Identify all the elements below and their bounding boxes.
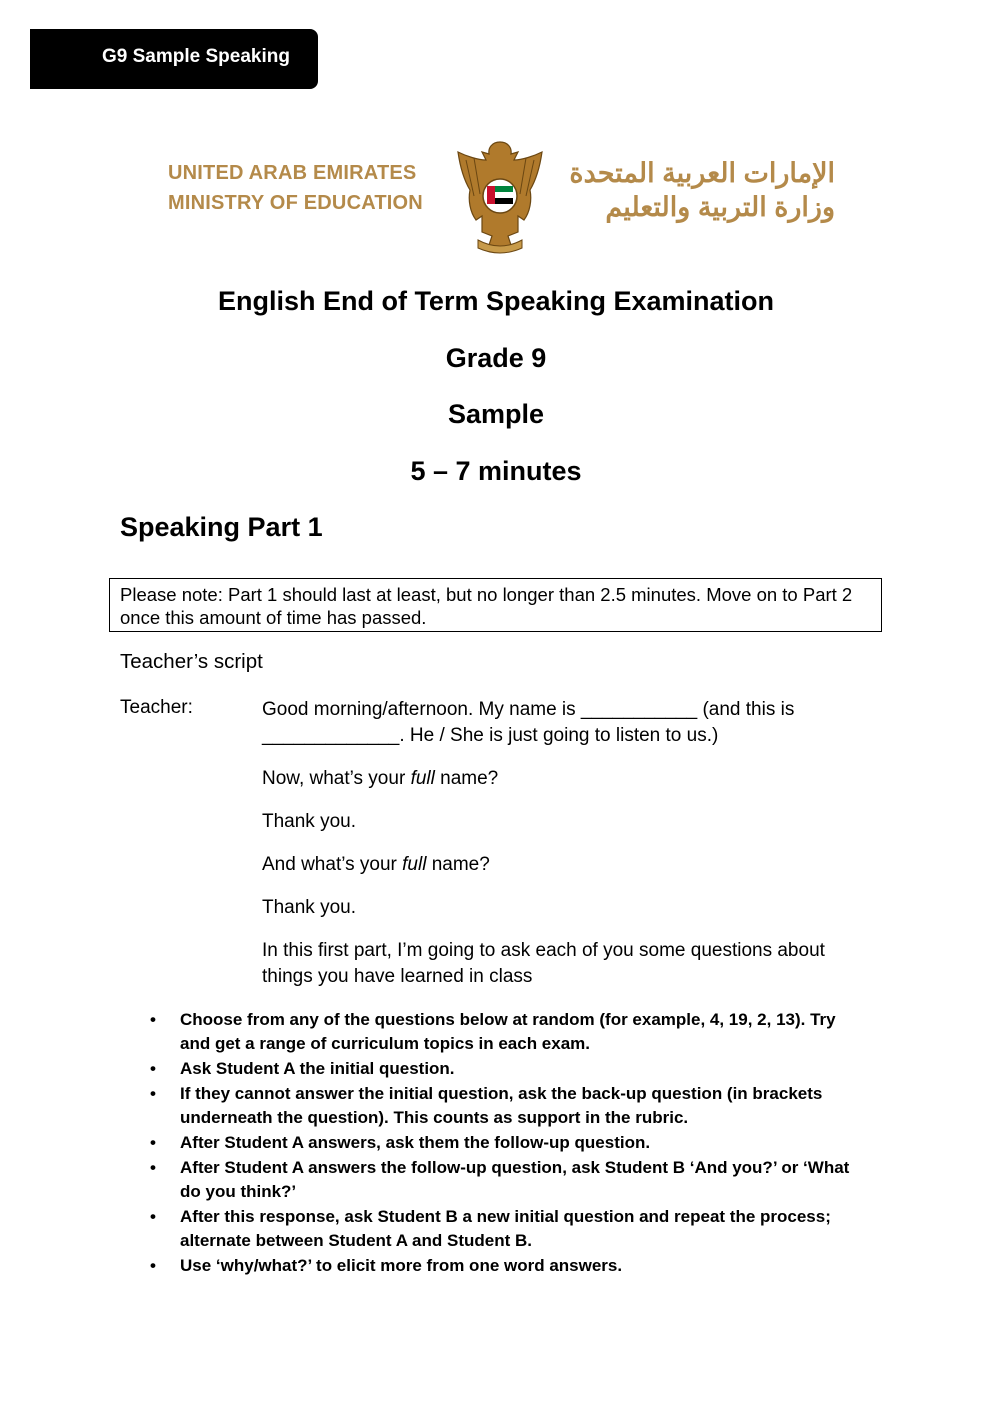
exam-duration: 5 – 7 minutes [410, 456, 582, 486]
uae-falcon-emblem-icon [452, 136, 548, 258]
instruction-item: • If they cannot answer the initial question, ask the back-up question (in brackets underneath the question). This counts as support in the rubric. [150, 1082, 870, 1130]
instruction-item: • Use ‘why/what?’ to elicit more from one word answers. [150, 1254, 870, 1278]
emphasis-full: full [410, 768, 435, 789]
instruction-item: • After Student A answers the follow-up question, ask Student B ‘And you?’ or ‘What do you think?’ [150, 1156, 870, 1204]
logo-english-line2: MINISTRY OF EDUCATION [168, 192, 423, 214]
instructions-list [150, 1008, 870, 1279]
header-tab-label: G9 Sample Speaking [102, 46, 290, 67]
script-line-thanks-2: Thank you. [262, 897, 356, 918]
teacher-script-lines [262, 697, 872, 1007]
note-text: Please note: Part 1 should last at least, but no longer than 2.5 minutes. Move on to Part 2 once this amount of time has passed. [120, 584, 853, 628]
instruction-item: • After Student A answers, ask them the follow-up question. [150, 1131, 870, 1155]
logo-arabic-line1: الإمارات العربية المتحدة [569, 158, 835, 188]
instruction-item: • Choose from any of the questions below at random (for example, 4, 19, 2, 13). Try and get a range of curriculum topics in each exam. [150, 1008, 870, 1056]
speaker-label: Teacher: [120, 697, 193, 718]
exam-grade: Grade 9 [445, 343, 547, 373]
logo-arabic-line2: وزارة التربية والتعليم [605, 192, 835, 222]
ministry-logo-english [168, 158, 423, 218]
logo-english-line1: UNITED ARAB EMIRATES [168, 162, 417, 184]
exam-title: English End of Term Speaking Examination [217, 286, 775, 316]
ministry-logo-arabic [565, 156, 835, 224]
instruction-item: • After this response, ask Student B a new initial question and repeat the process; alternate between Student A and Student B. [150, 1205, 870, 1253]
script-line-name-question: Now, what’s your full name? [262, 768, 499, 789]
script-line-thanks: Thank you. [262, 811, 356, 832]
script-line-name-question-2: And what’s your full name? [262, 854, 490, 875]
instruction-item: • Ask Student A the initial question. [150, 1057, 870, 1081]
exam-subtitle: Sample [447, 399, 545, 429]
emphasis-full-2: full [402, 854, 427, 875]
script-heading: Teacher’s script [120, 650, 263, 673]
script-line-intro: In this first part, I’m going to ask each of you some questions about things you have learned in class [262, 940, 825, 987]
script-line-greeting: Good morning/afternoon. My name is ___________ (and this is _____________. He / She is just going to listen to us.) [262, 699, 795, 746]
section-heading: Speaking Part 1 [120, 512, 323, 542]
header-tab [30, 29, 318, 89]
note-box [109, 578, 882, 632]
